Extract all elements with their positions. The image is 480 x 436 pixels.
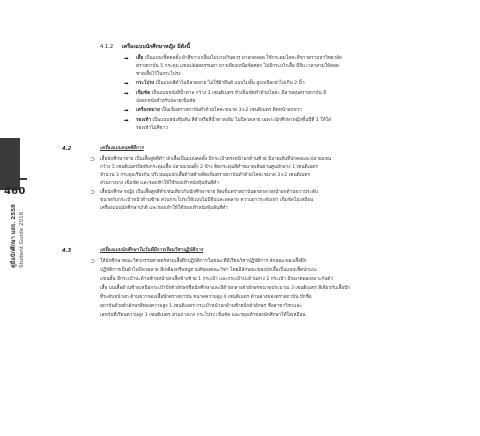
paragraph-line: ส่วนกางเกง เข็มขัด และรองเท้าให้ใช้รองเท้าหนังหุ้มส้นสีดำ [100,181,219,186]
section-title-42: เครื่องแบบครุยพิธีการ [100,146,144,151]
arrow-bullet-icon: ➡ [124,81,129,87]
paragraph-line: กว้าง 5 เซนติเมตรปิดทับกระดุมเสื้อ ปลายแขนตั้ง 2 ข้าง ติดกระดุมสีดำขนาดเส้นผ่านศูนย์กลาง 1 เซนติเมตร [100,165,318,170]
running-title-thai: คู่มือนักศึกษา มสธ. 2559 [11,204,17,268]
section-number-412: 4.1.2 [100,44,114,50]
arrow-bullet-icon: ➡ [124,91,129,97]
paragraph-line: จำนวน 3 กระดุมเรียงกัน บริเวณมุมปกเสื้อด้านซ้ายติดเข็มตราสถาบันทำด้วยโลหะขนาด 3×2 เซนติเมตร [100,173,310,178]
vertical-running-title [10,204,25,268]
paragraph-line: เลขรุ่นที่เรียนความสูง 1 เซนติเมตร ส่วนกางเกง กระโปรง เข็มขัด และรองเท้าของนักศึกษาให้ใส่เหมือน [100,313,306,318]
list-item-belt: เข็มขัด เป็นแบบหนังสีน้ำตาล กว้าง 3 เซนติเมตร หัวเข็มขัดทำด้วยโลหะ มีลายดุนตราสถาบัน มี [136,91,327,96]
side-tab [0,138,20,190]
list-item-line: ชายเสื้อไว้ในกระโปรง [136,72,181,77]
paragraph-line: ที่ระดับหน้าอก ด้านขวาของเสื้อปักตราสถาบัน ขนาดความสูง 4 เซนติเมตร ด้านล่างของตราสถาบัน ปักชื่อ [100,295,312,300]
paragraph-line: สถาบันด้วยตัวอักษรสีทองความสูง 1 เซนติเมตร กระเป๋าหน้าอกด้านซ้ายปักตัวอักษร ชื่อสาขาวิชาและ [100,304,302,309]
page-number: 460 [4,186,26,197]
paragraph-line: ให้นักศึกษาคณะวิศวกรรมศาสตร์สวมเสื้อฝึกปฏิบัติการในขณะที่มีเรียนวิชาปฏิบัติการ ลักษณะของเสื้อฝึก [100,259,307,264]
section-number-43: 4.3 [62,248,72,254]
list-item-skirt: กระโปรง เป็นแบบสีดำไม่มีลวดลาย ไม่ใช้ผ้ายีนส์ แบบไม่สั้น สูงเหนือเข่าไม่เกิน 2 นิ้ว [136,81,305,86]
list-item-line: รองเท้าไม่สีขาว [136,126,168,131]
paragraph-line: เสื้อนักศึกษาหญิง เป็นเสื้อสูทสีดำเช่นเดียวกับนักศึกษาชาย ติดเข็มตราสถาบันตรงกลางหน้าอกด้านขวาประดับ [100,190,318,195]
section-title-43: เครื่องแบบนักศึกษาในวันที่มีการเรียนวิชาปฏิบัติการ [100,248,204,253]
arrow-bullet-icon: ➡ [124,118,129,124]
paragraph-line: เสื้อนักศึกษาชาย เป็นเสื้อสูทสีดำ ปกเสื้อเป็นแบบคอตั้ง มีกระเป๋าตรงหน้าอกด้านซ้าย มีลายเส้นที่ปกคอและปลายแขน [100,157,332,162]
paragraph-line: เสื้อ บนเสื้อด้านซ้ายเหนือกระเป๋าปักตัวอักษรชื่อนักศึกษาและมีด้ายกลางตัวอักษรขนาดประมาณ 3 เซนติเมตร สีเดียวกับเสื้อปัก [100,286,350,291]
paragraph-line: ขนาดกับกระเป๋าหน้าด้านซ้าย ส่วนกระโปรงให้แบบไม่มีจีบและลดลาย ความยาวระดับเข่า เข็มขัดไม่เหมือน [100,198,314,203]
list-item-shirt: เสื้อ เป็นแบบเชิ้ตคอตั้ง ผ้าสีขาวเกลี้ยงไม่บางเกินควร ผ่าอกตลอด ใช้กระดุมโลหะสีขาวตรามหาวิทยาลัย [136,56,342,61]
list-item-line: ตราสถาบัน 5 กระดุม แขนปล่อยธรรมดา ยาวเพียงเหนือข้อศอก ไม่มีกระเป๋าเสื้อ มีจีบ เวลาสวมให้สอด [136,64,339,69]
hollow-bullet-icon: ⊃ [90,189,96,196]
section-title-412: เครื่องแบบนักศึกษาหญิง มีดังนี้ [122,44,191,50]
paragraph-line: แขนสั้น มีกระเป๋าปะด้านซ้ายหน้าอกเสื้อข้างซ้าย 1 กระเป๋า และกระเป๋าปะด้านล่าง 2 กระเป๋า มีขนาดพอเหมาะกับตัว [100,277,333,282]
hollow-bullet-icon: ⊃ [90,156,96,163]
paragraph-line: ปฏิบัติการเป็นผ้าไม่มีลวดลาย สีเหลืองหรือหมู่ตามสีของคณะวิชา โดยมีลักษณะของปกเสื้อเป็นแบบเชิ้ตปกแบะ [100,268,318,273]
section-number-42: 4.2 [62,146,72,152]
list-item-line: ปลอกหนังสำหรับปลายเข็มขัด [136,99,196,104]
paragraph-line: เครื่องแบบนักศึกษาปกติ และรองเท้าให้ใช้รองเท้าหนังหุ้มส้นสีดำ [100,206,228,211]
side-tab-line [0,178,27,180]
list-item-shoes: รองเท้า เป็นแบบหนังหุ้มส้น สีดำหรือสีน้ำตาลเข้ม ไม่มีลวดลาย เฉพาะนักศึกษาหญิงชั้นปีที่ 1 ให้ใส่ [136,118,331,123]
hollow-bullet-icon: ⊃ [90,258,96,265]
arrow-bullet-icon: ➡ [124,56,129,62]
list-item-badge: เครื่องหมาย เป็นเข็มตราสถาบันทำด้วยโลหะขนาด 3×2 เซนติเมตร ติดหน้าอกขวา [136,108,302,113]
running-title-english: Student Guide 2016 [19,211,25,268]
arrow-bullet-icon: ➡ [124,108,129,114]
